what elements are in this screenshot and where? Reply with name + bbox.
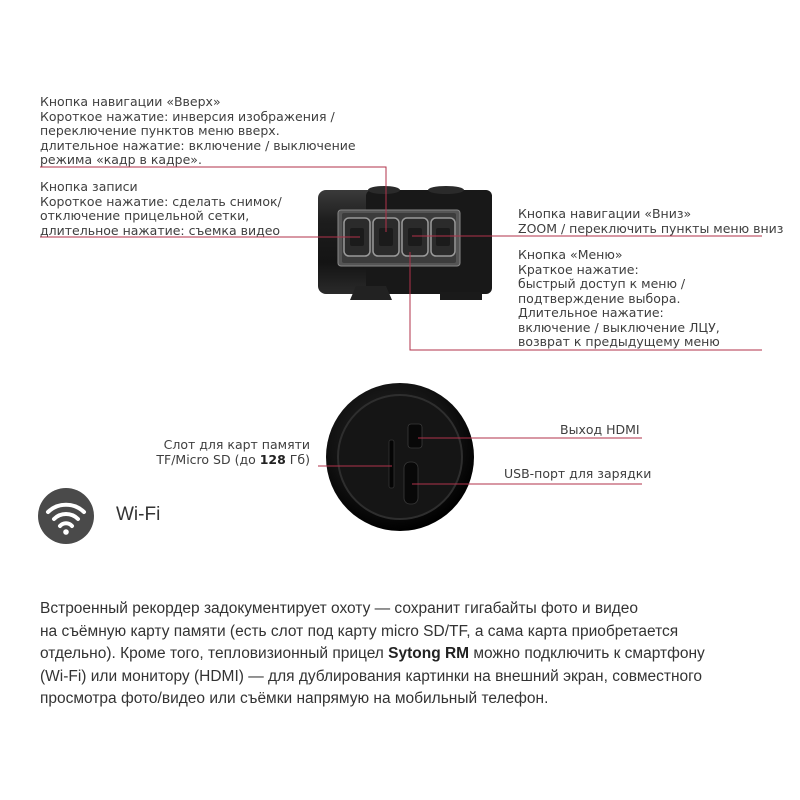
usb-port xyxy=(404,462,418,504)
callout-hdmi: Выход HDMI xyxy=(560,422,640,437)
description-text: отдельно). Кроме того, тепловизионный прицел xyxy=(40,645,389,662)
callout-record-title: Кнопка записи xyxy=(40,179,138,194)
callout-menu-line: быстрый доступ к меню / xyxy=(518,276,686,291)
card-slot-spec xyxy=(140,453,310,468)
callout-menu-line: Длительное нажатие: xyxy=(518,305,664,320)
callout-nav-down xyxy=(518,207,783,236)
wifi-label: Wi-Fi xyxy=(116,504,161,525)
description-text: можно подключить к смартфону xyxy=(469,645,705,662)
callout-menu-line: включение / выключение ЛЦУ, xyxy=(518,319,720,335)
card-slot-spec-prefix: TF/Micro SD (до xyxy=(156,451,260,467)
callout-card-slot xyxy=(140,438,310,467)
description-line xyxy=(40,643,770,666)
description-paragraph xyxy=(40,598,770,711)
description-line: просмотра фото/видео или съёмки напрямую на мобильный телефон. xyxy=(40,690,549,707)
wifi-icon xyxy=(38,488,94,544)
callout-record-line: отключение прицельной сетки, xyxy=(40,208,250,223)
callout-record xyxy=(40,180,282,238)
product-name: Sytong RM xyxy=(388,645,470,662)
card-slot-title: Слот для карт памяти xyxy=(163,437,310,452)
nav-down-button xyxy=(402,218,428,256)
callout-record-line: длительное нажатие: съемка видео xyxy=(40,222,281,238)
callout-menu xyxy=(518,248,720,350)
menu-button xyxy=(431,218,455,256)
description-line: (Wi-Fi) или монитору (HDMI) — для дублирования картинки на внешний экран, совместного xyxy=(40,667,703,685)
description-line: на съёмную карту памяти (есть слот под карту micro SD/TF, а сама карта приобретается xyxy=(40,622,679,640)
callout-nav-up-line: режима «кадр в кадре». xyxy=(40,152,202,167)
callout-menu-title: Кнопка «Меню» xyxy=(518,247,623,262)
callout-menu-line: возврат к предыдущему меню xyxy=(518,334,720,349)
callout-menu-line: Краткое нажатие: xyxy=(518,261,639,277)
callout-nav-down-title: Кнопка навигации «Вниз» xyxy=(518,206,692,221)
port-cap xyxy=(326,383,474,531)
callout-menu-line: подтверждение выбора. xyxy=(518,290,681,306)
description-line: Встроенный рекордер задокументирует охоту — сохранит гигабайты фото и видео xyxy=(40,600,639,617)
callout-record-line: Короткое нажатие: сделать снимок/ xyxy=(40,193,282,209)
callout-nav-up-line: длительное нажатие: включение / выключение xyxy=(40,137,356,153)
callout-nav-up-title: Кнопка навигации «Вверх» xyxy=(40,94,221,109)
callout-nav-up-line: Короткое нажатие: инверсия изображения / xyxy=(40,108,335,124)
hdmi-port xyxy=(408,424,422,448)
microsd-slot xyxy=(389,440,394,488)
card-slot-capacity: 128 xyxy=(259,451,286,467)
callout-nav-down-line: ZOOM / переключить пункты меню вниз xyxy=(518,220,784,236)
card-slot-spec-suffix: Гб) xyxy=(285,451,310,467)
callout-usb: USB-порт для зарядки xyxy=(504,466,652,481)
callout-nav-up-line: переключение пунктов меню вверх. xyxy=(40,123,280,138)
callout-nav-up xyxy=(40,95,356,168)
